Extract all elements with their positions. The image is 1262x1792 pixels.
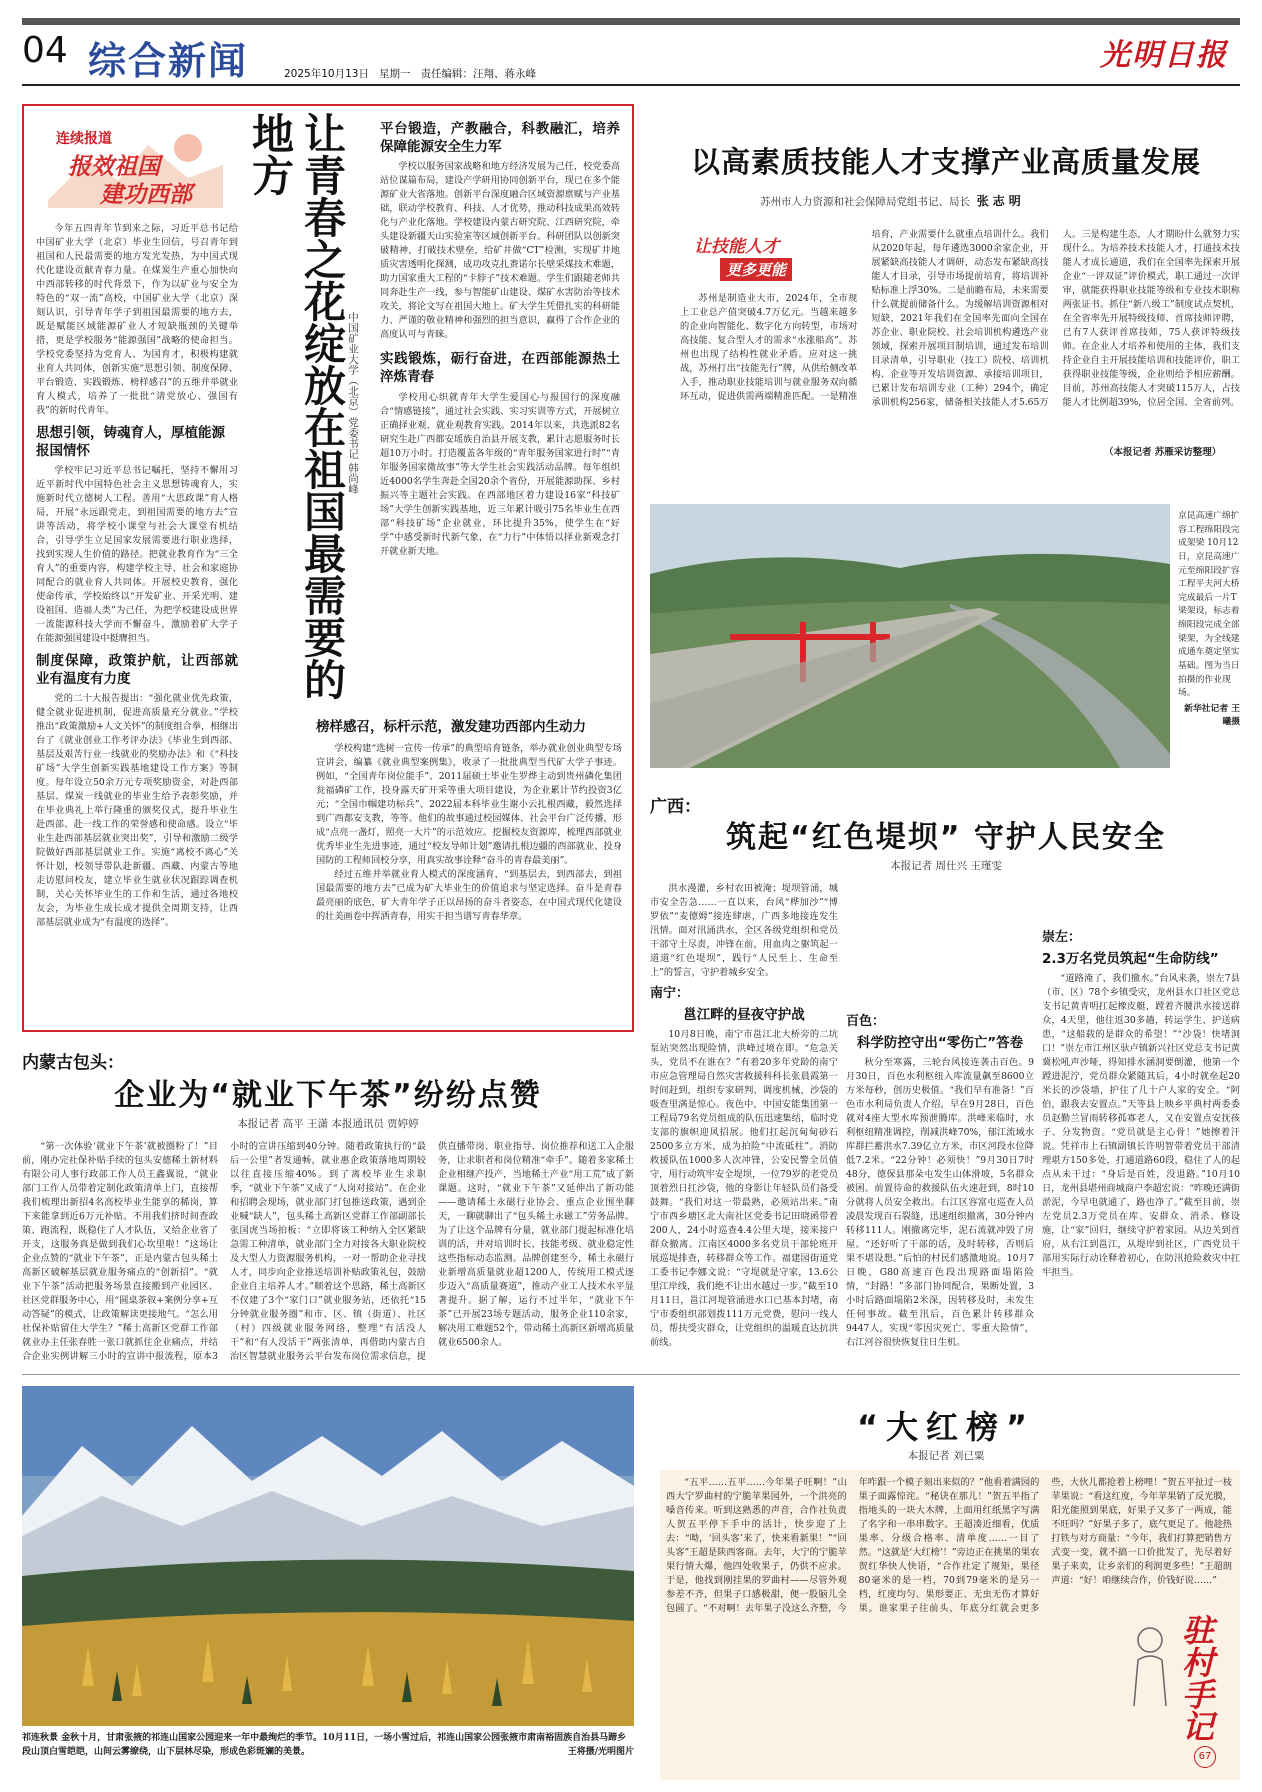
highway-photo — [650, 504, 1170, 768]
article1-subhead5: 榜样感召，标杆示范，激发建功西部内生动力 — [316, 719, 586, 735]
series-badge — [38, 120, 228, 210]
qilian-photo — [22, 1386, 634, 1726]
baise-title: 科学防控守出“零伤亡”答卷 — [856, 1034, 1024, 1051]
baise-label: 百色： — [846, 1014, 886, 1029]
qilian-caption-text: 祁连秋景 金秋十月，甘肃张掖的祁连山国家公园迎来一年中最绚烂的季节。10月11日，一场小雪过后，祁连山国家公园张掖市肃南裕固族自治县马蹄乡段山顶白雪皑皑，山间云雾缭绕，山下层林尽染，形成色彩斑斓的美景。 — [22, 1733, 627, 1757]
article1-para6: 经过五维并举就业育人模式的深度涵育，“到基层去，到西部去，到祖国最需要的地方去”已成为矿大毕业生的价值追求与坚定选择。奋斗是青春最亮丽的底色，矿大青年学子正以昂扬的奋斗者姿态，在中国式现代化建设的壮美画卷中挥洒青春，用实干担当谱写青春华章。 — [316, 868, 622, 922]
article4-region: 内蒙古包头： — [22, 1053, 124, 1073]
date: 2025年10月13日 — [284, 68, 369, 80]
village-notes-stamp — [1120, 1610, 1230, 1770]
weekday: 星期一 — [378, 68, 411, 80]
article4-body — [22, 1140, 634, 1366]
lower-divider — [22, 1374, 1240, 1375]
article3-byline: 本报记者 周仕兴 王瑾雯 — [890, 860, 1002, 872]
article2-headline: 以高素质技能人才支撑产业高质量发展 — [690, 145, 1201, 179]
masthead-logo: 光明日报 — [1100, 38, 1228, 73]
article3-headline: 筑起“红色堤坝” 守护人民安全 — [726, 820, 1166, 855]
badge-line2: 建功西部 — [100, 182, 192, 208]
skills-badge-line1: 让技能人才 — [694, 237, 779, 257]
article1-col1 — [36, 222, 238, 1022]
badge-spacer — [680, 228, 840, 292]
article5-text: “五平……五平……今年果子旺啊！”山西大宁罗曲村的宁脆苹果园外，一个洪亮的嗓音传来。听到这熟悉的声音，合作社负责人贺五平停下手中的活计，快步迎了上去：“呦，‘回头客’来了，快来看新果！”“回头客”王超是陕西客商。去年，大宁的宁脆苹果行情大爆，他四处收果子，仍供不应求。于是，他找到刚挂果的罗曲村——尽管外观参差不齐，但果子口感极甜，便一股脑儿全包圆了。“不对啊！去年果子没这么齐整，今年咋跟一个模子刻出来似的？”他看着满园的果子面露惊诧。“秘诀在那儿！”贺五平指了指地头的一块大木牌，上面用红纸黑字写满了名字和一串串数字。王超凑近细看，优质果率、分级合格率、清单度……一目了然。“这就是‘大红榜’！”旁边正在挑果的果农贺红华快人快语，“合作社定了规矩，果径80毫米的是一档，70到79毫米的是另一档，红度均匀、果形要正、无虫无伤才算好果。谁家果子往前头，年底分红就会更多些，大伙儿都抢着上榜哩！”贺五平扯过一枝苹果说：“看这红度，今年苹果销了反光膜，阳光能照到果底，好果子又多了一两成，能不旺吗？”好果子多了，底气更足了。他趁热打铁与对方商量：“今年，我们打算把销售方式变一变，就不搞一口价批发了，先尽着好果子来卖，让乡亲们的利润更多些！”王超朗声道：“好！咱继续合作，价钱好说……” — [666, 1477, 1232, 1614]
article1-col4 — [316, 742, 622, 1022]
article2-byline — [760, 192, 1240, 209]
chongzuo-title: 2.3万名党员筑起“生命防线” — [1042, 950, 1219, 967]
article1-para5: 学校构建“选树一宣传一传承”的典型培育链条，举办就业创业典型专场宣讲会，编纂《就业典型案例集》，收录了一批批典型当代矿大学子事迹。例如，“全国青年岗位能手”、2011届硕士毕业生罗烨主动到贵州磷化集团瓮福磷矿工作，投身露天矿开采等重大项目建设，为企业累计节约投资3亿元；“全国巾帼建功标兵”、2022届本科毕业生谢小云扎根西藏，毅然选择到广西都安支教，等等。他们的故事通过校园媒体、社会平台广泛传播，形成“点亮一盏灯，照亮一大片”的示范效应。挖掘校友资源库，梳理西部就业优秀毕业生先进事迹，通过“校友导师计划”邀请扎根边疆的西部就业、投身国防的工程师回校分享，用真实故事诠释“奋斗的青春最美丽”。 — [316, 743, 622, 866]
article3-col2 — [846, 882, 1034, 1362]
qilian-caption — [22, 1732, 634, 1780]
article1-para1: 学校牢记习近平总书记嘱托，坚持不懈用习近平新时代中国特色社会主义思想铸魂育人，实施新时代立德树人工程。善用“大思政课”育人格局，开展“永远跟党走，到祖国需要的地方去”宣讲等活动，将学校小课堂与社会大课堂有机结合，引导学生立足国家发展需要进行职业选择，找到实现人生价值的路径。把就业教育作为“三全育人”的重要内容，构建学校主导、社会和家庭协同配合的就业育人共同体。开展校史教育，强化使命传承，学校始终以“开发矿业、开采光明、建设祖国、造福人类”为己任，为把学校建设成世界一流能源科技大学而不懈奋斗，激励着矿大学子在能源强国建设中挺膺担当。 — [36, 465, 238, 645]
article2-byline-name: 张志明 — [976, 194, 1025, 208]
article4-text: “第一次体验‘就业下午茶’就被圈粉了！”目前，刚办完社保补贴手续的包头安德稀土新材料有限公司人事行政部工作人员王鑫翼说，“就业部门工作人员带着定制化政策清单上门，直接帮我们梳理出新招4名高校毕业生能享的稀岗，算下来能拿到近6万元补贴。不用我们挤时间查政策、跑流程，既稳住了人才队伍，又给企业省了开支，这服务真是做到我们心坎里啦！”这场让企业点赞的“就业下午茶”，正是内蒙古包头稀土高新区破解基层就业服务痛点的“创新招”。“就业下午茶”活动把服务场景直接搬到产业园区、社区党群服务中心，用“圆桌茶叙+案例分享+互动答疑”的模式，让政策解读更接地气。“怎么用社保补贴留住大学生？”稀土高新区党群工作部就业办主任张春胜一张口就抓住企业痛点，并结合企业实例讲解三小时的宣讲中报流程，原本3小时的宣讲压缩到40分钟。随着政策执行的“最后一公里”者发通畅，就业惠企政策落地周期较以往直接压缩40%。到了离校毕业生求职季，“就业下午茶”又成了“人岗对接站”。在企业和招聘会现场，就业部门打包推送政策，遇到企业喊“缺人”，包头稀土高新区党群工作部副部长张国虎当场拍板：“立即将该工种纳入全区紧缺急需工种清单，就业部门全力对接各大职业院校及大型人力资源服务机构，一对一帮助企业寻找人才，同步向企业推送培训补贴政策礼包，鼓励企业自主培养人才。”顺着这个思路，稀土高新区不仅建了3个“家门口”就业服务站，还依托“15分钟就业服务圈”和市、区、镇（街道）、社区（村）四级就业服务网络，整理“有活没人干”和“有人没活干”两张清单，再借助内蒙古自治区智慧就业服务云平台发布岗位需求信息，提供直播带岗、职业指导、岗位推荐和送工入企服务，让求职者和岗位精准“牵手”。随着多家稀土企业相继产投产，当地稀土产业“用工荒”成了新课题。这时，“就业下午茶”又延伸出了新功能——邀请稀土永磁行业协会、重点企业围坐聊天，一聊就聊出了“包头稀土永磁工”劳务品牌。为了让这个品牌有分量，就业部门提起标准化培训的活，并对培训时长、技能考级、就业稳定性这些指标动态监测。品牌创建至今，稀土永磁行业新增高质量就业超1200人，传统用工模式逐步迈入“高质量赛道”，推动产业工人技术水平显著提升。据了解，运行不过半年，“就业下午茶”已开展23场专题活动，服务企业110余家，解决用工难题52个，带动稀土高新区新增高质量就业6500余人。 — [22, 1141, 634, 1362]
article2-text: 苏州是制造业大市，2024年，全市规上工业总产值突破4.7万亿元。当越来越多的企业向智能化、数字化方向转型，市场对高技能、复合型人才的需求“水涨船高”。苏州也出现了结构性就业矛盾。应对这一挑战，苏州打出“技能先行”牌，从供给侧改革入手，推动职业技能培训与就业服务双向循环互动，促进供需两端精准匹配。一是精准培育，产业需要什么就重点培训什么。我们从2020年起，每年遴选3000余家企业，开展紧缺高技能人才调研，动态发布紧缺高技能人才目录，引导市场提前培育，将培训补贴标准上浮30%。二是前瞻布局，未来需要什么就提前储备什么。为缓解培训资源相对短缺，2021年我们在全国率先面向全国在苏企业、职业院校、社会培训机构遴选产业领域，探索开展项目制培训，通过发布培训目录清单，引导职业（技工）院校、培训机构、企业等开发培训资源、承接培训项目，已累计发布培训专业（工种）294个，确定承训机构256家，储备相关技能人才5.65万人。三是构建生态，人才期盼什么就努力实现什么。为培养技术技能人才，打通技术技能人才成长通道，我们在全国率先探索开展企业“一评双证”评价模式，职工通过一次评审，就能获得职业技能等级和专业技术职称两张证书。抓住“新八级工”制度试点契机，在全省率先开展特级技师、首席技师评聘，已有7人获评首席技师，75人获评特级技师。在企业人才培养和使用的主体，我们支持企业自主开展技能培训和技能评价，职工获得职业技能等级，企业则给予相应薪酬。目前，苏州高技能人才突破115万人，占技能人才比例超39%，位居全国、全省前列。 — [680, 229, 1240, 408]
article3-region: 广西： — [650, 797, 701, 817]
skills-badge-line2: 更多更能 — [720, 258, 792, 281]
farmer-sketch-icon — [1120, 1620, 1180, 1710]
article2-sign: （本报记者 苏雁采访整理） — [1100, 444, 1221, 458]
article4-byline: 本报记者 高平 王潇 本报通讯员 贾婷婷 — [237, 1118, 419, 1130]
article1-para4: 学校用心织就青年大学生爱国心与报国行的深度融合“情感链接”，通过社会实践、实习实训等方式，开展树立正确择业观、就业观教育实践。2014年以来，共选派82名研究生赴广西都安瑶族自治县开展支教，累计志愿服务时长超10万小时。打造覆盖各年级的“青年服务国家进行时”“青年服务国家微故事”等大学生社会实践活动品牌。每年组织近4000名学生奔赴全国20余个省份，开展能源助探、乡村振兴等主题社会实践。在西部地区着力建设16家“科技矿场”大学生创新实践基地，近三年累计吸引75名毕业生在西部“科技矿场”企业就业，环比提升35%，使学生在“好学”中感受新时代新气象，在“力行”中体悟以择业新观念打开就业新天地。 — [380, 391, 620, 557]
nanning-text: 10月8日晚，南宁市邕江北大桥旁的二坑泵站突然出现险情，洪峰过境在即。“危急关头，党员不在谁在？”有着20多年党龄的南宁市应急管理局自然灾害救援科科长张晨霞第一时间赶到，组织专家研判、调度机械，沙袋的吸查里满是惊心。夜色中，中国安能集团第一工程局79名党员组成的队伍迅速集结，临时党支部的旗帜迎风招展。他们扛起沉甸甸砂石2500多立方米，成为拍险“中流砥柱”。消防救援队伍1000多人次冲锋，公安民警全员值守，用行动筑牢安全堤坝，一位79岁的老党员顶着烈日扛沙袋，他的身影让年轻队员们备受鼓舞。“我们对这一带最熟，必须站出来。”南宁市西乡塘区北大南社区党委书记田晓函带着200人，24小时巡查4.4公里大堤，接来接户群众撤离。江南区4000多名党员干部轮班开展巡堤排查，转移群众等工作。福建园街道党工委书记李娜文说：“守堤就是守家，13.6公里江岸线，我们绝不让出水越过一步。”截至10月11日，邕江河堤管涌进水口已基本封堵，南宁市委组织部划拨111万元党费，慰问一线人员，帮扶受灾群众，让党组织的温暖直达抗洪前线。 — [650, 1028, 838, 1348]
article1-intro: 今年五四青年节到来之际，习近平总书记给中国矿业大学（北京）毕业生回信，号召青年到祖国和人民最需要的地方发光发热，为中国式现代化建设贡献青春力量。在煤炭生产重心加快向中西部转移的时代背景下，作为以矿业与安全为特色的“双一流”高校，中国矿业大学（北京）深刻认识，引导青年学子到祖国最需要的地方去，既是赋能区域能源矿业人才短缺瓶颈的关键举措，更是学校服务“能源强国”战略的使命担当。学校党委坚持为党育人、为国育才，积极构建就业育人共同体，创新实施“思想引领、制度保障、平台锻造、实践锻炼、榜样感召”的五维并举就业育人模式，培养了一批批“请党放心、强国有我”的新时代青年。 — [36, 223, 238, 416]
article1-subhead3: 平台锻造，产教融合，科教融汇，培养保障能源安全生力军 — [380, 121, 620, 156]
section-title: 综合新闻 — [88, 39, 249, 83]
article1-headline: 让青春之花绽放在祖国最需要的地方 — [246, 112, 347, 700]
article3-intro: 洪水漫灌，乡村农田被淹；堤坝管涌，城市安全告急……一直以来，台风“桦加沙”“博罗依”“麦德姆”接连肆虐，广西多地接连发生汛情。面对汛涌洪水，全区各级党组织和党员干部守土尽责，冲锋在前，用血肉之躯筑起一道道“红色堤坝”，践行“人民至上、生命至上”的誓言，守护着城乡安全。 — [650, 883, 838, 978]
article3-col1 — [650, 882, 838, 1362]
chongzuo-label: 崇左： — [1042, 930, 1082, 945]
village-notes-stamp-text: 驻村手记 — [1177, 1614, 1215, 1742]
article5-headline: “大红榜” — [856, 1408, 1036, 1446]
header-rule — [22, 84, 1240, 86]
article3-col3 — [1042, 882, 1240, 1362]
article1-para3: 学校以服务国家战略和地方经济发展为己任，校党委高站位谋篇布局，建设产学研用协同创新平台，现已在多个能源矿业大省落地。创新平台深度融合区域资源禀赋与产业基础，联动学校教育、科技、人才优势，推动科技成果高效转化与产业化落地。学校建设内蒙古研究院、江西研究院，牵头建设新疆天山实验室等区域创新平台。科研团队以创新突破精神，打破技术壁垒，给矿井做“CT”检测，实现矿井地质灾害透明化探测，成功攻克扎赉诺尔长壁采煤技术难题，助力国家重大工程的“卡脖子”技术难题。学生们跟随老师共同奔赴生产一线，参与智能矿山建设、煤矿水害防治等技术攻关，将论文写在祖国大地上。矿大学生凭借扎实的科研能力、严谨的敬业精神和强烈的担当意识，赢得了合作企业的高度认可与青睐。 — [380, 161, 620, 341]
qilian-photo-image — [22, 1386, 634, 1726]
editors: 责任编辑：汪翔、蒋永峰 — [420, 68, 536, 80]
nanning-title: 邕江畔的昼夜守护战 — [683, 1006, 805, 1023]
article1-subhead1: 思想引领，铸魂育人，厚植能源报国情怀 — [36, 424, 225, 459]
article2-body — [680, 228, 1240, 456]
badge-label: 连续报道 — [56, 131, 112, 147]
article1-subhead2: 制度保障，政策护航，让西部就业有温度有力度 — [36, 653, 238, 688]
article5-byline: 本报记者 刘已粟 — [907, 1450, 985, 1462]
highway-photo-image — [650, 504, 1170, 768]
qilian-credit: 王将摄/光明图片 — [567, 1746, 634, 1757]
article1-byline: 中国矿业大学（北京）党委书记 韩尚峰 — [347, 312, 359, 494]
article1-para2: 党的二十大报告提出：“强化就业优先政策，健全就业促进机制，促进高质量充分就业。”学校推出“政策激励+人文关怀”的制度组合拳，相继出台了《就业创业工作考评办法》《毕业生到西部、基层及艰苦行业一线就业的奖励办法》和《“科技矿场”大学生创新实践基地建设工作方案》等制度。每年设立50余万元专项奖励资金，对赴西部基层、煤炭一线就业的毕业生给予表彰奖励，并在毕业典礼上举行隆重的颁奖仪式，提升毕业生赴西部、赴一线工作的荣誉感和使命感。设立“毕业生赴西部基层就业突出奖”，引导和激励二级学院做好西部基层就业工作。实施“离校不离心”关怀计划，校领导带队赴新疆、西藏、内蒙古等地走访慰问校友，建立毕业生就业状况跟踪调查机制，关心关怀毕业生的工作和生活，通过各地校友会，为毕业生成长成才提供全周期支持，让西部基层就业成为“有温度的选择”。 — [36, 693, 238, 929]
header-meta — [284, 66, 536, 81]
article1-subhead4: 实践锻炼，砺行奋进，在西部能源热土淬炼青春 — [380, 351, 620, 386]
highway-caption-text: 京昆高速广绵扩容工程绵阳段完成架梁 10月12日，京昆高速广元至绵阳段扩容工程平夫河大桥完成最后一片T梁架设，标志着绵阳段完成全部梁架，为全线建成通车奠定坚实基础。图为当日拍摄的作业现场。 — [1178, 511, 1240, 699]
nanning-label: 南宁： — [650, 985, 690, 1001]
highway-caption — [1178, 510, 1240, 760]
badge-line1: 报效祖国 — [68, 154, 160, 180]
article2-byline-role: 苏州市人力资源和社会保障局党组书记、局长 — [760, 196, 970, 208]
top-bar — [22, 18, 1240, 25]
highway-credit: 新华社记者 王曦摄 — [1184, 703, 1240, 728]
page-number: 04 — [22, 30, 68, 71]
article4-headline: 企业为“就业下午茶”纷纷点赞 — [114, 1078, 542, 1113]
baise-text: 秋分至寒露，三轮台风接连袭击百色。9月30日，百色水利枢纽入库流量飙至8600立方米每秒，创历史极值。“我们早有准备！”百色市水利局负责人介绍，早在9月28日，百色就对4座大型水库预泄腾库。洪峰来临时，水利枢纽精准调控，削减洪峰70%，郁江流域水库群拦蓄洪水7.39亿立方米，市区河段水位降低7.2米。“22分钟！必须快！”9月30日7时48分，德保县那朵屯发生山体滑坡，5名群众被困。前置待命的救援队伍火速赶到，8时10分就将人员安全救出。右江区容富屯巡查人员凌晨发现百石裂缝，迅速组织撤离，30分钟内转移111人。刚撤离完毕，泥石流就冲毁了房屋。“还好听了干部的话，及时转移，否则后果不堪设想。”后怕的村民们感激地说。10月7日晚，G80高速百色段出现路面塌陷险情，“封路！”多部门协同配合，果断处置，3小时后路面塌陷2米深，因转移及时，未发生任何事故。截至汛后，百色累计转移群众9447人，实现“零因灾死亡、零重大险情”，右江河谷很快恢复往日生机。 — [846, 1056, 1034, 1348]
chongzuo-text: “道路淹了，我们撤水。”台风来袭，崇左7县（市、区）78个乡镇受灾，龙州县水口社区党总支书记黄青明扛起橡皮艇，蹚着齐腰洪水接送群众，4天里，他往返30多趟，转运学生、护送病患，“这船载的是群众的希望！”“沙袋！快堵洞口！”崇左市江州区驮卢镇新兴社区党总支书记黄冀松吼声沙哑，得知排水涵洞要倒灌，他第一个蹚进泥泞，党员群众紧随其后，4小时就垒起20米长的沙袋墙，护住了几十户人家的安全。“阿伯，跟我去安置点。”天等县上映乡平典村两委委员赵勤兰冒雨转移孤寡老人，又在安置点安抚孩子、分发物资。“党员就是主心骨！”她擦着汗说。凭祥市上石镇副镇长许明智带着党员干部清理堪方150多处，打通道路60段，稳住了人的起点从未干过：“身后是百姓，没退路。”10月10日，龙州县堪州商城商户李超宏说：“昨晚还满街淤泥，今早电就通了，路也净了。”截至目前，崇左党员2.3万党员在库、安群众、消杀、修设施，让“家”回归，继续守护着家园。从边关到首府，从右江到邕江，从堤岸到社区，广西党员干部用实际行动诠释着初心，在防汛抢险救灾中扛牢担当。 — [1042, 972, 1240, 1278]
village-notes-stamp-number: 67 — [1194, 1746, 1216, 1768]
